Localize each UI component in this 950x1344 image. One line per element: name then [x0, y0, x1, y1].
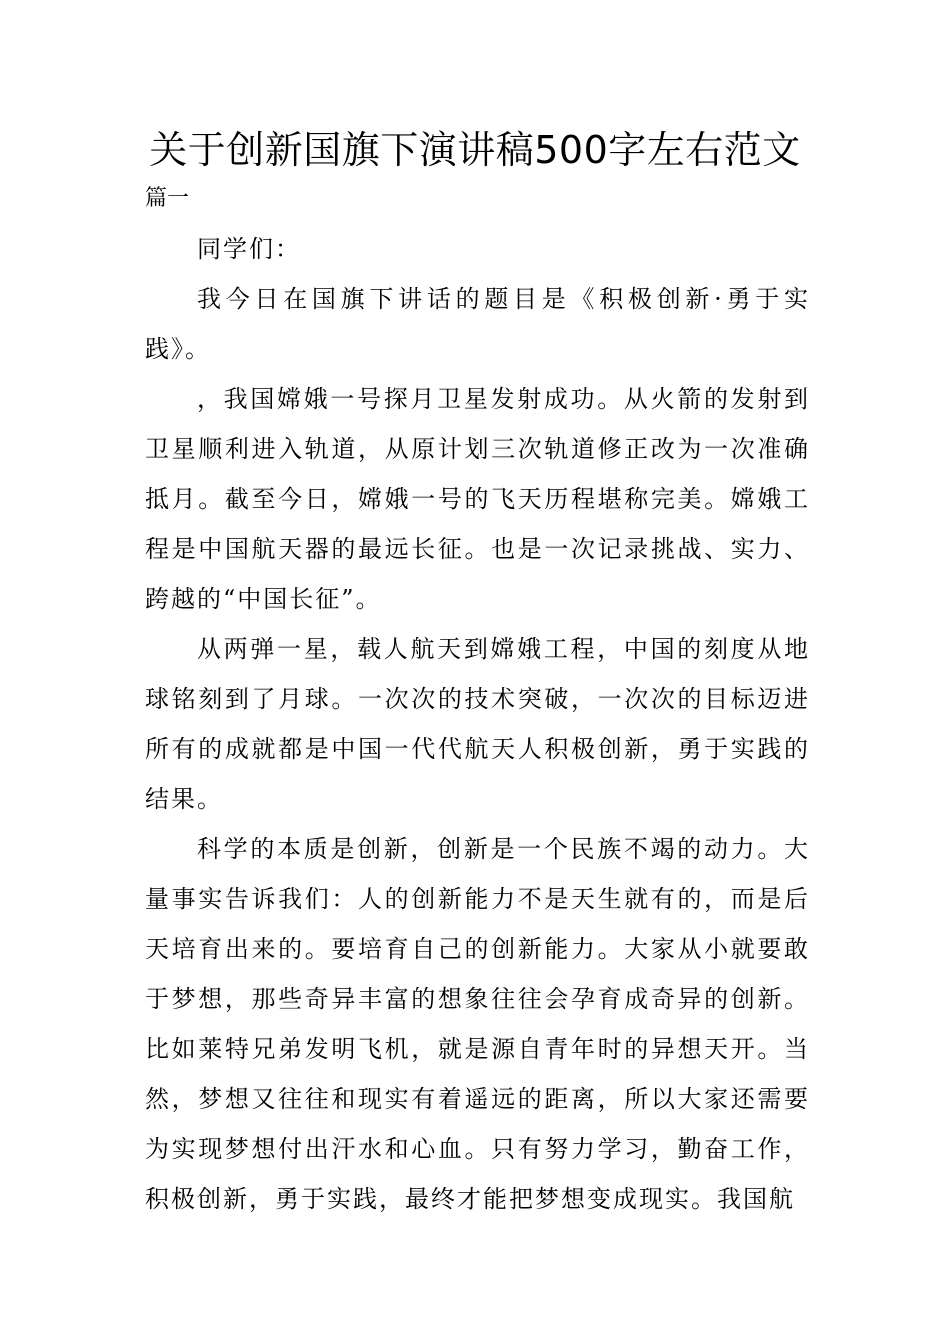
paragraph-change: ，我国嫦娥一号探月卫星发射成功。从火箭的发射到卫星顺利进入轨道，从原计划三次轨道修正改为一次准确抵月。截至今日，嫦娥一号的飞天历程堪称完美。嫦娥工程是中国航天器的最远长征。也是一次记录挑战、实力、跨越的“中国长征”。 — [145, 385, 810, 613]
section-label: 篇一 — [145, 186, 190, 211]
paragraph-innovation: 科学的本质是创新，创新是一个民族不竭的动力。大量事实告诉我们：人的创新能力不是天生就有的，而是后天培育出来的。要培育自己的创新能力。大家从小就要敢于梦想，那些奇异丰富的想象往往会孕育成奇异的创新。比如莱特兄弟发明飞机，就是源自青年时的异想天开。当然，梦想又往往和现实有着遥远的距离，所以大家还需要为实现梦想付出汗水和心血。只有努力学习，勤奋工作，积极创新，勇于实践，最终才能把梦想变成现实。我国航 — [145, 835, 810, 1213]
paragraph-greeting: 同学们： — [197, 235, 301, 263]
document-body — [145, 224, 810, 1224]
paragraph-achievements: 从两弹一星，载人航天到嫦娥工程，中国的刻度从地球铭刻到了月球。一次次的技术突破，一次次的目标迈进所有的成就都是中国一代代航天人积极创新，勇于实践的结果。 — [145, 635, 810, 813]
paragraph-topic: 我今日在国旗下讲话的题目是《积极创新·勇于实践》。 — [145, 285, 810, 363]
document-title: 关于创新国旗下演讲稿500字左右范文 — [149, 128, 801, 172]
